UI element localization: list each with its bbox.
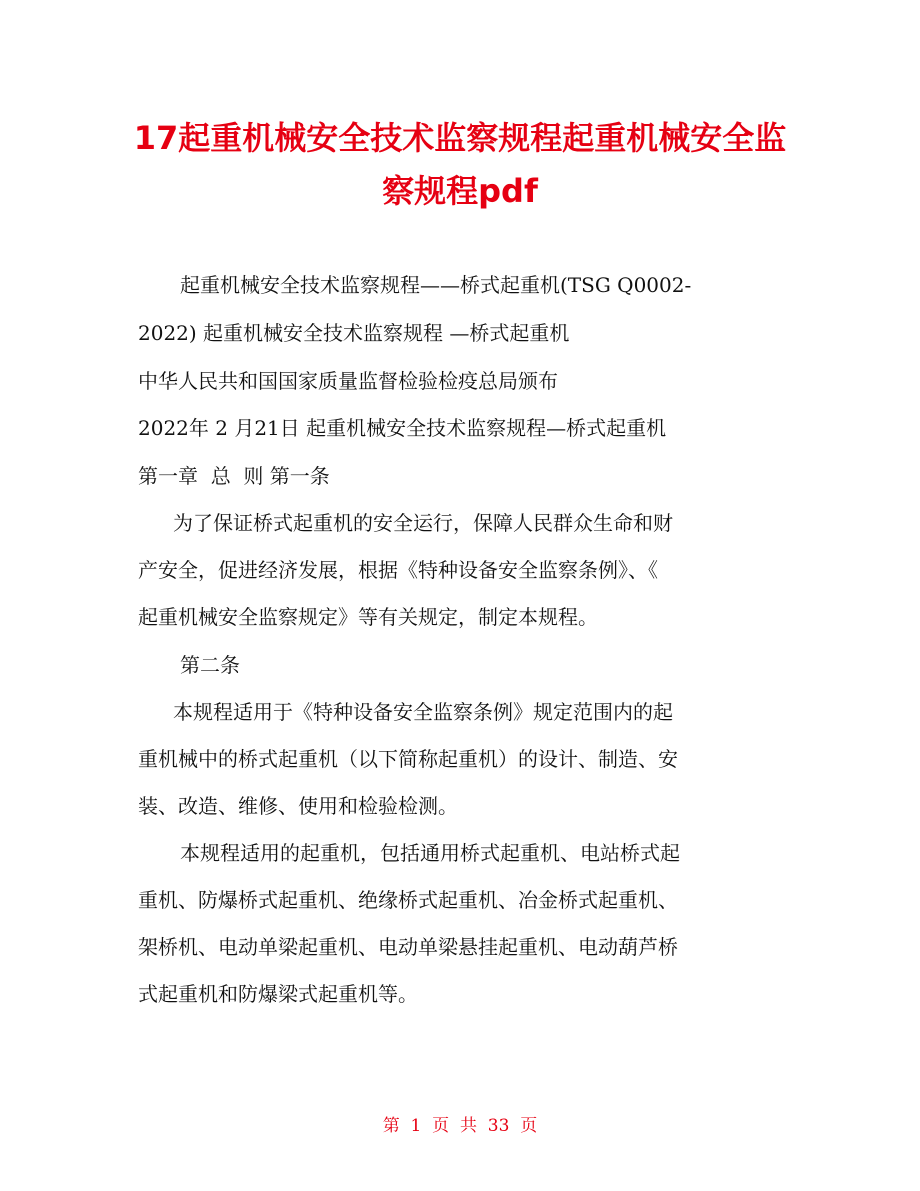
body-line: 架桥机、电动单梁起重机、电动单梁悬挂起重机、电动葫芦桥: [138, 935, 678, 959]
body-line: 2022) 起重机械安全技术监察规程 —桥式起重机: [138, 321, 570, 345]
body-line: 本规程适用的起重机，包括通用桥式起重机、电站桥式起: [180, 841, 680, 865]
body-line: 起重机械安全技术监察规程——桥式起重机(TSG Q0002-: [180, 273, 692, 297]
body-line: 式起重机和防爆梁式起重机等。: [138, 982, 418, 1006]
body-line: 第一章 总 则 第一条: [138, 464, 330, 488]
body-line: 为了保证桥式起重机的安全运行，保障人民群众生命和财: [173, 511, 673, 535]
body-line: 产安全，促进经济发展，根据《特种设备安全监察条例》、《: [138, 558, 658, 582]
body-line: 起重机械安全监察规定》等有关规定，制定本规程。: [138, 605, 598, 629]
page-footer: 第 1 页 共 33 页: [382, 1116, 538, 1136]
body-line: 中华人民共和国国家质量监督检验检疫总局颁布: [138, 369, 558, 393]
body-line: 重机械中的桥式起重机（以下简称起重机）的设计、制造、安: [138, 747, 678, 771]
document-title: 17起重机械安全技术监察规程起重机械安全监察规程pdf: [133, 119, 787, 210]
body-line: 装、改造、维修、使用和检验检测。: [138, 794, 458, 818]
body-line: 2022年 2 月21日 起重机械安全技术监察规程—桥式起重机: [138, 416, 667, 440]
body-line: 第二条: [180, 653, 240, 677]
body-line: 本规程适用于《特种设备安全监察条例》规定范围内的起: [173, 700, 673, 724]
body-line: 重机、防爆桥式起重机、绝缘桥式起重机、冶金桥式起重机、: [138, 888, 678, 912]
